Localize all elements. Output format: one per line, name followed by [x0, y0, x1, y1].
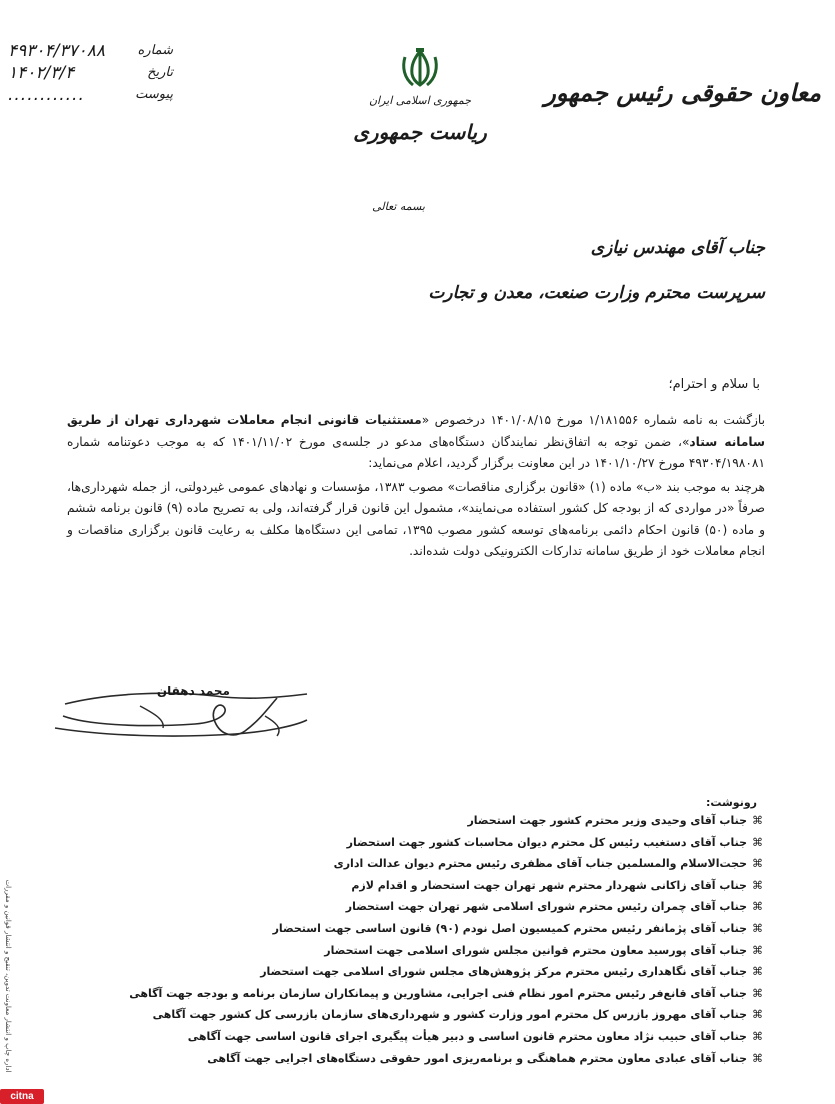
- bullet-clover-icon: ⌘: [752, 878, 763, 892]
- list-item: ⌘ جناب آقای حبیب نژاد معاون محترم قانون اساسی و دبیر هیأت پیگیری اجرای قانون اساسی جهت آگاهی: [63, 1026, 763, 1048]
- paragraph-2: هرچند به موجب بند «ب» ماده (۱) «قانون برگزاری مناقصات» مصوب ۱۳۸۳، مؤسسات و نهادهای عمومی غیردولتی، از جمله شهرداری‌ها، صرفاً «در مواردی که از بودجه کل کشور استفاده می‌نمایند»، مشمول این قانون قرار گرفته‌اند، ولی به تصریح ماده (۹) قانون برنامه ششم و ماده (۵۰) قانون احکام دائمی برنامه‌های توسعه کشور مصوب ۱۳۹۵، تمامی این دستگاه‌ها مکلف به رعایت قانون برگزاری مناقصات و انجام معاملات خود از طریق سامانه تدارکات الکترونیکی دولت شده‌اند.: [67, 479, 765, 558]
- country-name: جمهوری اسلامی ایران: [368, 94, 472, 107]
- date-value: ۱۴۰۲/۳/۴: [8, 63, 75, 83]
- date-label: تاریخ: [147, 65, 173, 80]
- signatory-name: محمد دهقان: [156, 684, 230, 698]
- bullet-clover-icon: ⌘: [752, 943, 763, 957]
- bullet-clover-icon: ⌘: [752, 921, 763, 935]
- bullet-clover-icon: ⌘: [752, 1029, 763, 1043]
- bullet-clover-icon: ⌘: [752, 857, 763, 871]
- letter-meta: [4, 40, 179, 106]
- paragraph-1: [67, 410, 765, 475]
- list-item: ⌘ جناب آقای پورسید معاون محترم قوانین مجلس شورای اسلامی جهت استحضار: [63, 940, 763, 962]
- bullet-clover-icon: ⌘: [752, 986, 763, 1000]
- list-item: ⌘ جناب آقای عبادی معاون محترم هماهنگی و برنامه‌ریزی امور حقوقی دستگاه‌های اجرایی جهت آگاهی: [63, 1048, 763, 1070]
- citna-logo[interactable]: citna: [0, 1089, 44, 1104]
- list-item: ⌘ جناب آقای زاکانی شهردار محترم شهر تهران جهت استحضار و اقدام لازم: [63, 875, 763, 897]
- p1-part-a: بازگشت به نامه شماره ۱/۱۸۱۵۵۶ مورخ ۱۴۰۱/۰۸/۱۵ درخصوص «: [421, 413, 766, 427]
- greeting: با سلام و احترام؛: [668, 377, 760, 392]
- list-item: ⌘ جناب آقای وحیدی وزیر محترم کشور جهت استحضار: [63, 810, 763, 832]
- list-item: ⌘ جناب آقای قانع‌فر رئیس محترم امور نظام فنی اجرایی، مشاورین و پیمانکاران سازمان برنامه و بودجه جهت آگاهی: [63, 983, 763, 1005]
- basmala: بسمه تعالی: [372, 200, 425, 213]
- list-item: ⌘ جناب آقای نگاهداری رئیس محترم مرکز پژوهش‌های مجلس شورای اسلامی جهت استحضار: [63, 961, 763, 983]
- letter-body: [67, 410, 765, 565]
- bullet-clover-icon: ⌘: [752, 1008, 763, 1022]
- list-item: ⌘ جناب آقای دستغیب رئیس کل محترم دیوان محاسبات کشور جهت استحضار: [63, 832, 763, 854]
- list-item: ⌘ جناب آقای چمران رئیس محترم شورای اسلامی شهر تهران جهت استحضار: [63, 896, 763, 918]
- meta-date-row: [4, 62, 179, 84]
- deputy-title: معاون حقوقی رئیس جمهور: [544, 78, 821, 107]
- number-value: ۴۹۳۰۴/۳۷۰۸۸: [8, 41, 106, 61]
- attachment-value: ............: [8, 85, 85, 105]
- bullet-clover-icon: ⌘: [752, 965, 763, 979]
- bullet-clover-icon: ⌘: [752, 1051, 763, 1065]
- list-item: ⌘ حجت‌الاسلام والمسلمین جناب آقای مظفری رئیس محترم دیوان عدالت اداری: [63, 853, 763, 875]
- side-note-text: اداره چاپ و انتشار معاونت تدوین، تنقیح و انتشار قوانین و مقررات: [4, 879, 12, 1073]
- iran-emblem-icon: [397, 45, 443, 91]
- bullet-clover-icon: ⌘: [752, 900, 763, 914]
- attachment-label: پیوست: [135, 87, 173, 102]
- bullet-clover-icon: ⌘: [752, 835, 763, 849]
- number-label: شماره: [137, 43, 173, 58]
- addressee: جناب آقای مهندس نیازی: [590, 238, 765, 258]
- copies-title: رونوشت:: [705, 796, 757, 809]
- meta-number-row: [4, 40, 179, 62]
- p1-part-b: »، ضمن توجه به اتفاق‌نظر نمایندگان دستگاه‌های مدعو در جلسه‌ی مورخ ۱۴۰۱/۱۱/۰۲ که به موجب دعوتنامه شماره ۴۹۳۰۴/۱۹۸۰۸۱ مورخ ۱۴۰۱/۱۰/۲۷ در این معاونت برگزار گردید، اعلام می‌نماید:: [67, 434, 765, 470]
- side-margin-note: [0, 880, 16, 1080]
- list-item: ⌘ جناب آقای مهروز بازرس کل محترم امور وزارت کشور و شهرداری‌های سازمان بازرسی کل کشور جهت آگاهی: [63, 1004, 763, 1026]
- addressee-position: سرپرست محترم وزارت صنعت، معدن و تجارت: [428, 283, 765, 303]
- meta-attachment-row: [4, 84, 179, 106]
- copies-list: [63, 810, 763, 1069]
- list-item: ⌘ جناب آقای پژمانفر رئیس محترم کمیسیون اصل نودم (۹۰) قانون اساسی جهت استحضار: [63, 918, 763, 940]
- bullet-clover-icon: ⌘: [752, 814, 763, 827]
- p1-subject: مستثنیات قانونی انجام معاملات شهرداری تهران از طریق سامانه ستاد: [67, 413, 765, 449]
- presidency-title: ریاست جمهوری: [353, 120, 487, 144]
